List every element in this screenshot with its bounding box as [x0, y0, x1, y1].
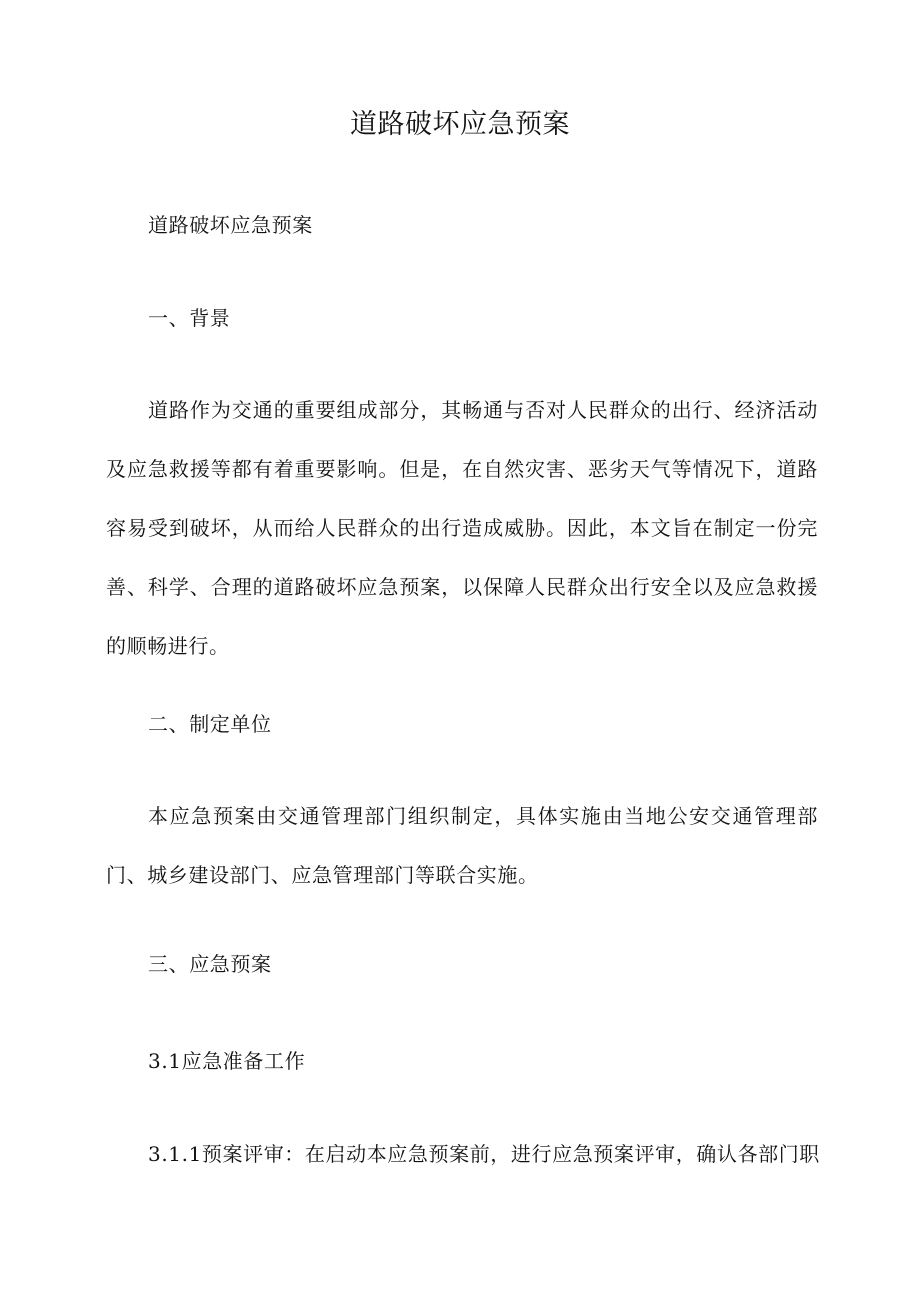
section-body-responsible-unit: 本应急预案由交通管理部门组织制定，具体实施由当地公安交通管理部门、城乡建设部门、应急管理部门等联合实施。 [106, 804, 818, 887]
subsection-plan-review: 3.1.1预案评审：在启动本应急预案前，进行应急预案评审，确认各部门职 [148, 1142, 820, 1166]
section-body-background: 道路作为交通的重要组成部分，其畅通与否对人民群众的出行、经济活动及应急救援等都有着重要影响。但是，在自然灾害、恶劣天气等情况下，道路容易受到破坏，从而给人民群众的出行造成威胁。因此，本文旨在制定一份完善、科学、合理的道路破坏应急预案，以保障人民群众出行安全以及应急救援的顺畅进行。 [106, 398, 818, 658]
section-heading-background: 一、背景 [148, 306, 231, 330]
subsection-heading-preparation: 3.1应急准备工作 [148, 1049, 306, 1073]
document-title: 道路破坏应急预案 [350, 109, 570, 140]
section-heading-emergency-plan: 三、应急预案 [148, 952, 272, 976]
section-heading-responsible-unit: 二、制定单位 [148, 712, 272, 736]
document-subtitle: 道路破坏应急预案 [148, 213, 313, 237]
